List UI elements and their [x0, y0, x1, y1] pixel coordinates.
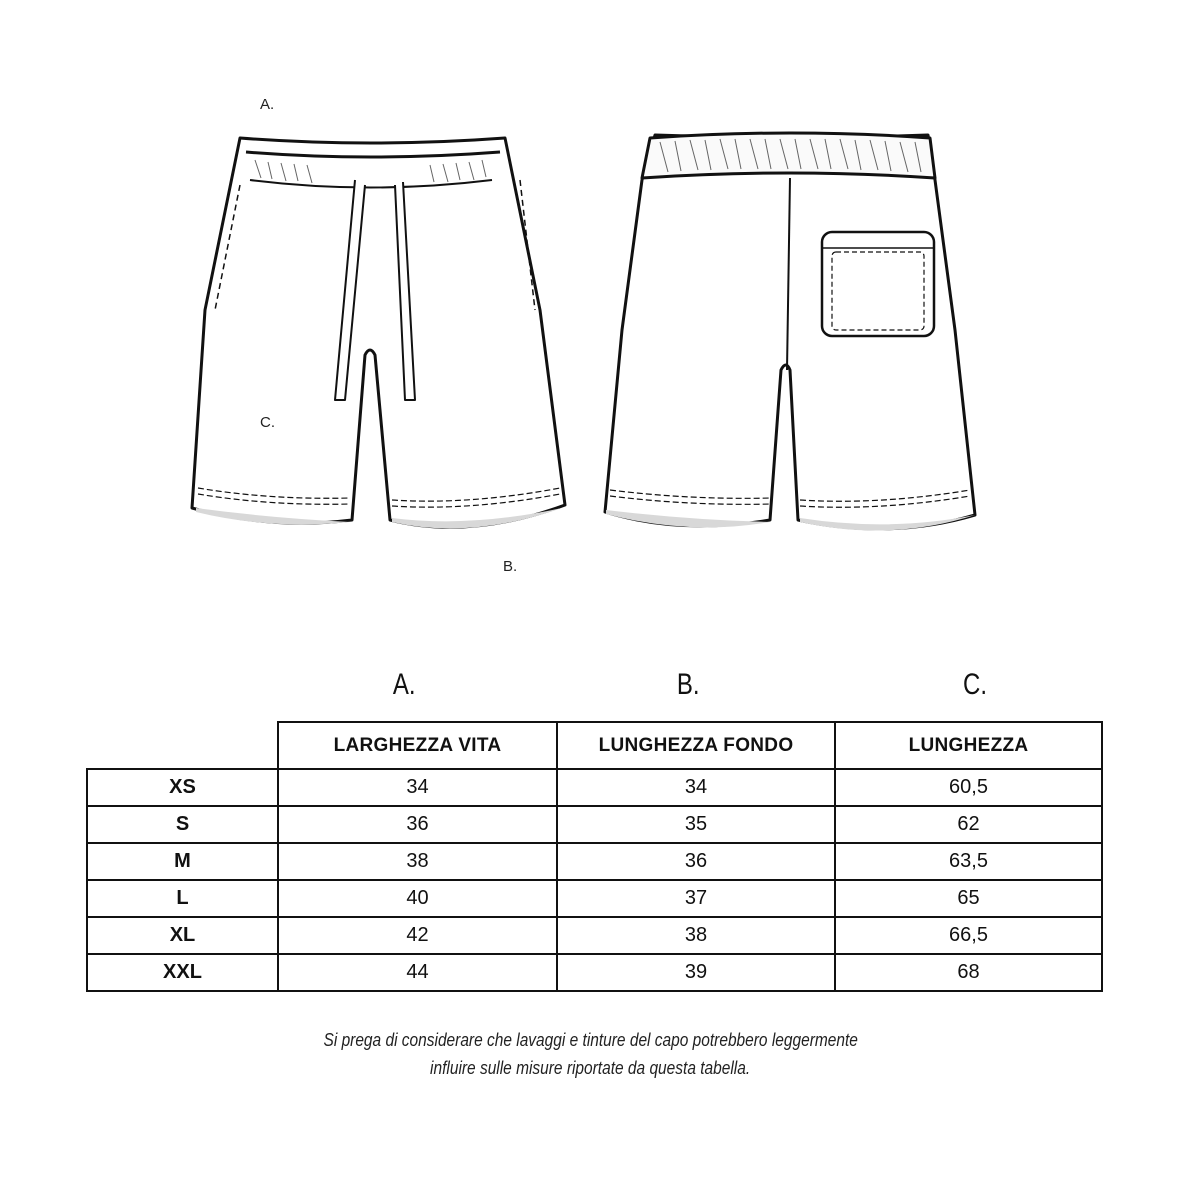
value-cell-b: 38 [557, 917, 835, 954]
header-hem-length: LUNGHEZZA FONDO [557, 722, 835, 769]
value-cell-b: 39 [557, 954, 835, 991]
size-cell: M [87, 843, 278, 880]
value-cell-b: 37 [557, 880, 835, 917]
table-row [87, 917, 1102, 954]
table-row [87, 843, 1102, 880]
size-cell: XXL [87, 954, 278, 991]
care-note-line-1: Si prega di considerare che lavaggi e tinture del capo potrebbero leggermente [323, 1030, 858, 1050]
size-cell: XL [87, 917, 278, 954]
value-cell-c: 60,5 [835, 769, 1102, 806]
column-letter-a: A. [392, 668, 416, 701]
column-letter-b: B. [676, 668, 700, 701]
measure-label-b: B. [503, 558, 518, 575]
table-header-row [87, 722, 1102, 769]
table-row [87, 769, 1102, 806]
value-cell-a: 44 [278, 954, 557, 991]
measure-label-c: C. [260, 414, 275, 431]
column-letter-c: C. [963, 668, 987, 701]
size-cell: XS [87, 769, 278, 806]
care-note-line-2: influire sulle misure riportate da questa tabella. [430, 1058, 751, 1078]
value-cell-a: 34 [278, 769, 557, 806]
size-table [86, 721, 1103, 992]
size-cell: S [87, 806, 278, 843]
shorts-front-view [192, 138, 565, 528]
table-row [87, 954, 1102, 991]
value-cell-c: 68 [835, 954, 1102, 991]
table-row [87, 806, 1102, 843]
measure-label-a: A. [260, 96, 275, 113]
value-cell-a: 38 [278, 843, 557, 880]
value-cell-c: 62 [835, 806, 1102, 843]
care-note [0, 1026, 1181, 1082]
table-row [87, 880, 1102, 917]
size-cell: L [87, 880, 278, 917]
value-cell-c: 65 [835, 880, 1102, 917]
value-cell-a: 36 [278, 806, 557, 843]
value-cell-b: 34 [557, 769, 835, 806]
value-cell-a: 42 [278, 917, 557, 954]
header-blank-cell [87, 722, 278, 769]
shorts-back-view [605, 133, 975, 531]
value-cell-c: 63,5 [835, 843, 1102, 880]
value-cell-c: 66,5 [835, 917, 1102, 954]
value-cell-a: 40 [278, 880, 557, 917]
header-length: LUNGHEZZA [835, 722, 1102, 769]
value-cell-b: 36 [557, 843, 835, 880]
header-waist-width: LARGHEZZA VITA [278, 722, 557, 769]
value-cell-b: 35 [557, 806, 835, 843]
